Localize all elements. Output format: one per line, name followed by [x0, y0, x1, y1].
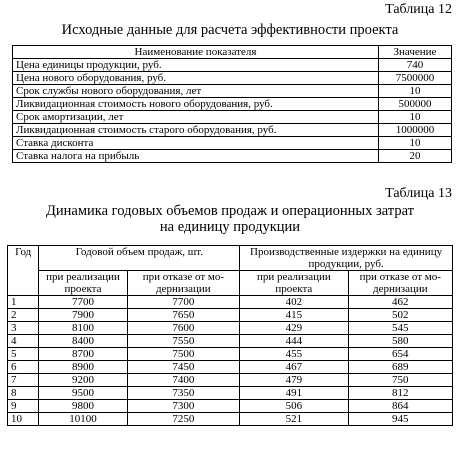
table13-cell-cost-with: 415	[240, 309, 348, 322]
table13-header-cost-with: при реализации проекта	[240, 271, 348, 296]
table13-cell-cost-without: 580	[348, 335, 452, 348]
table13-header-row-2	[8, 271, 453, 296]
table12-title: Исходные данные для расчета эффективности проекта	[61, 22, 399, 38]
table13-cell-year: 4	[8, 335, 39, 348]
table12-row	[13, 98, 452, 111]
table13-cell-volume-with: 10100	[39, 413, 127, 426]
table13-cell-volume-with: 9500	[39, 387, 127, 400]
table12-cell-value: 10	[379, 85, 452, 98]
table12-caption: Таблица 12	[385, 2, 452, 17]
table13-cell-volume-without: 7500	[127, 348, 240, 361]
table13-row	[8, 387, 453, 400]
table13-cell-year: 10	[8, 413, 39, 426]
table13-cell-year: 9	[8, 400, 39, 413]
table12-cell-name: Срок амортизации, лет	[13, 111, 379, 124]
table13-header-cost-without: при отказе от мо-дернизации	[348, 271, 452, 296]
table13-header-volume-without: при отказе от мо-дернизации	[127, 271, 240, 296]
table13-cell-cost-without: 462	[348, 296, 452, 309]
table13-row	[8, 361, 453, 374]
table13-cell-volume-with: 8700	[39, 348, 127, 361]
table13-cell-volume-with: 7900	[39, 309, 127, 322]
table12-cell-value: 500000	[379, 98, 452, 111]
table12-row	[13, 150, 452, 163]
table13-cell-cost-without: 812	[348, 387, 452, 400]
table13-row	[8, 413, 453, 426]
table13-cell-cost-with: 467	[240, 361, 348, 374]
table13-row	[8, 296, 453, 309]
table13-cell-cost-without: 864	[348, 400, 452, 413]
table12-cell-value: 740	[379, 59, 452, 72]
table13-row	[8, 400, 453, 413]
table13-cell-year: 8	[8, 387, 39, 400]
table13-cell-volume-with: 8900	[39, 361, 127, 374]
table13-header-row-1	[8, 246, 453, 271]
table12-row	[13, 111, 452, 124]
table12-row	[13, 72, 452, 85]
table13-cell-volume-with: 7700	[39, 296, 127, 309]
table12-cell-value: 20	[379, 150, 452, 163]
table13-cell-cost-without: 502	[348, 309, 452, 322]
table13-header-volume-with: при реализации проекта	[39, 271, 127, 296]
table12-header-value: Значение	[379, 46, 452, 59]
table12-cell-value: 10	[379, 111, 452, 124]
table13-cell-cost-with: 506	[240, 400, 348, 413]
table13-cell-year: 6	[8, 361, 39, 374]
table13-cell-volume-without: 7600	[127, 322, 240, 335]
table13-cell-cost-without: 654	[348, 348, 452, 361]
table13-cell-volume-without: 7450	[127, 361, 240, 374]
table13-cell-volume-with: 9800	[39, 400, 127, 413]
table13-cell-year: 1	[8, 296, 39, 309]
table13-header-volume: Годовой объем продаж, шт.	[39, 246, 240, 271]
table13-cell-year: 3	[8, 322, 39, 335]
table13-cell-cost-without: 945	[348, 413, 452, 426]
table13-caption: Таблица 13	[385, 186, 452, 201]
table13-cell-volume-with: 9200	[39, 374, 127, 387]
table13-cell-cost-with: 455	[240, 348, 348, 361]
table13-title-line2: на единицу продукции	[159, 219, 301, 235]
table13-cell-year: 2	[8, 309, 39, 322]
table13-cell-volume-with: 8100	[39, 322, 127, 335]
table12-cell-name: Цена нового оборудования, руб.	[13, 72, 379, 85]
table13-cell-volume-without: 7650	[127, 309, 240, 322]
table13-cell-volume-without: 7700	[127, 296, 240, 309]
table13-row	[8, 348, 453, 361]
table12-row	[13, 59, 452, 72]
table13-title-line1: Динамика годовых объемов продаж и операционных затрат	[46, 203, 414, 219]
table12-cell-name: Ставка дисконта	[13, 137, 379, 150]
table12-header-name: Наименование показателя	[13, 46, 379, 59]
table13-cell-volume-without: 7400	[127, 374, 240, 387]
table12-cell-value: 10	[379, 137, 452, 150]
table13-cell-volume-without: 7250	[127, 413, 240, 426]
table13-cell-cost-without: 545	[348, 322, 452, 335]
table12-cell-name: Ставка налога на прибыль	[13, 150, 379, 163]
table12-cell-value: 1000000	[379, 124, 452, 137]
table13-row	[8, 322, 453, 335]
table13-cell-year: 7	[8, 374, 39, 387]
table12-cell-name: Ликвидационная стоимость старого оборудования, руб.	[13, 124, 379, 137]
table12-row	[13, 124, 452, 137]
table13-header-costs: Производственные издержки на единицу продукции, руб.	[240, 246, 453, 271]
table13-cell-cost-with: 429	[240, 322, 348, 335]
table13-row	[8, 374, 453, 387]
table13-row	[8, 335, 453, 348]
table13-cell-cost-with: 521	[240, 413, 348, 426]
table13-cell-volume-without: 7350	[127, 387, 240, 400]
table12-row	[13, 137, 452, 150]
table13-header-year: Год	[8, 246, 39, 296]
table13-row	[8, 309, 453, 322]
table12-body	[13, 59, 452, 163]
table12-cell-name: Ликвидационная стоимость нового оборудования, руб.	[13, 98, 379, 111]
table13-cell-volume-without: 7550	[127, 335, 240, 348]
table12-cell-value: 7500000	[379, 72, 452, 85]
table13-cell-volume-with: 8400	[39, 335, 127, 348]
table13-cell-cost-without: 750	[348, 374, 452, 387]
table13-cell-cost-with: 491	[240, 387, 348, 400]
table13-cell-cost-without: 689	[348, 361, 452, 374]
table13-cell-cost-with: 444	[240, 335, 348, 348]
table13-cell-year: 5	[8, 348, 39, 361]
table13-cell-cost-with: 479	[240, 374, 348, 387]
table12-cell-name: Срок службы нового оборудования, лет	[13, 85, 379, 98]
table13-cell-cost-with: 402	[240, 296, 348, 309]
table13-body	[8, 296, 453, 426]
table12-header-row	[13, 46, 452, 59]
table12	[12, 45, 452, 163]
table12-row	[13, 85, 452, 98]
table13	[7, 245, 453, 426]
table12-cell-name: Цена единицы продукции, руб.	[13, 59, 379, 72]
table13-cell-volume-without: 7300	[127, 400, 240, 413]
